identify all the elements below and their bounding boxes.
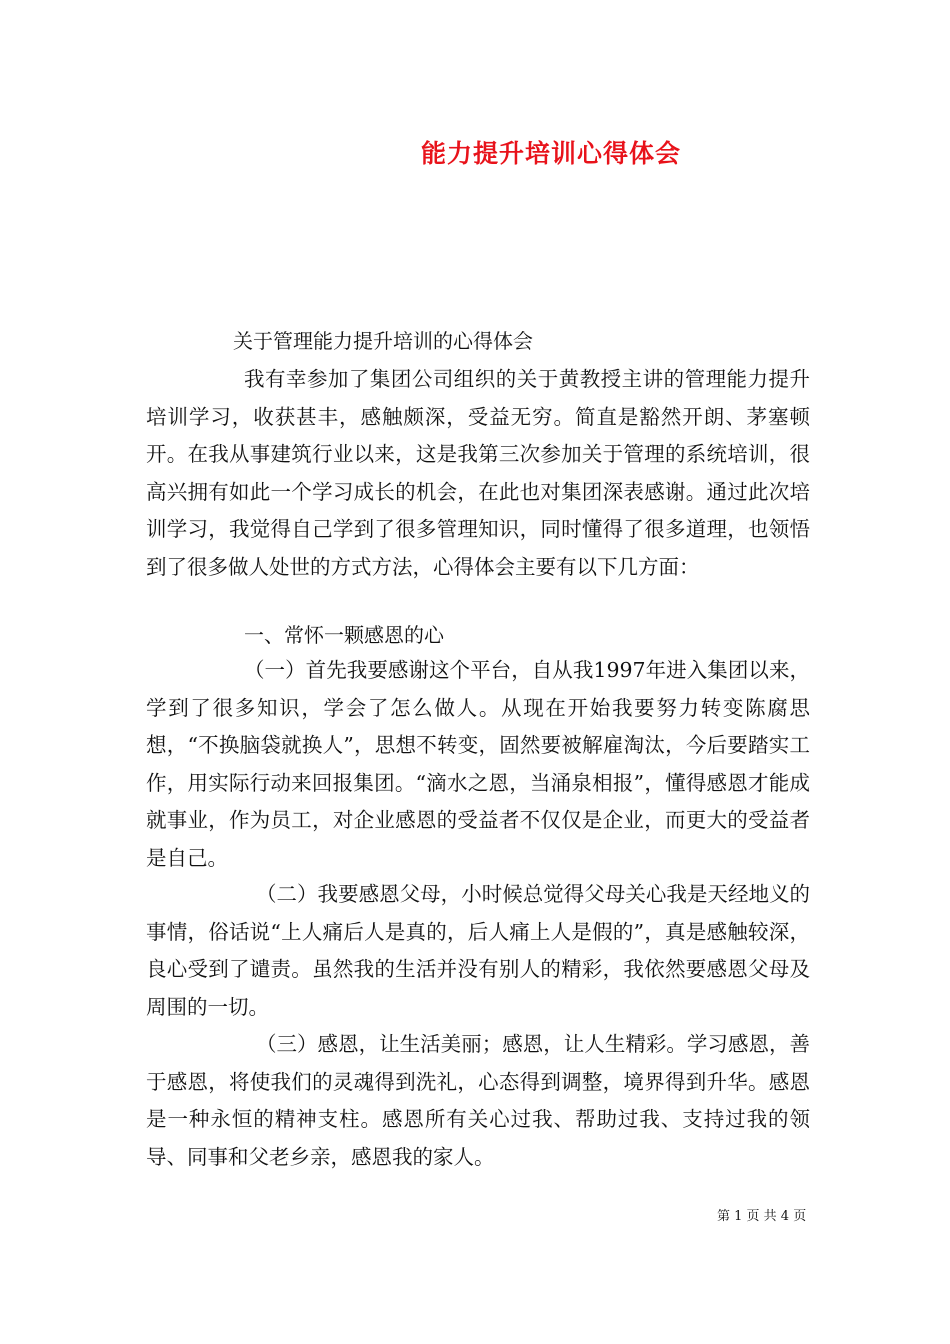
- document-title: 能力提升培训心得体会: [420, 139, 681, 168]
- document-subtitle: 关于管理能力提升培训的心得体会: [233, 329, 533, 353]
- paragraph-two: （二）我要感恩父母，小时候总觉得父母关心我是天经地义的事情，俗话说“上人痛后人是真的，后人痛上人是假的”，真是感触较深，良心受到了谴责。虽然我的生活并没有别人的精彩，我依然要感恩父母及周围的一切。: [146, 882, 810, 1019]
- section-heading: 一、常怀一颗感恩的心: [244, 623, 444, 647]
- paragraph-one: （一）首先我要感谢这个平台，自从我1997年进入集团以来，学到了很多知识，学会了怎么做人。从现在开始我要努力转变陈腐思想，“不换脑袋就换人”，思想不转变，固然要被解雇淘汰，今后要踏实工作，用实际行动来回报集团。“滴水之恩，当涌泉相报”，懂得感恩才能成就事业，作为员工，对企业感恩的受益者不仅仅是企业，而更大的受益者是自己。: [146, 658, 810, 870]
- paragraph-intro: 我有幸参加了集团公司组织的关于黄教授主讲的管理能力提升培训学习，收获甚丰，感触颇深，受益无穷。简直是豁然开朗、茅塞顿开。在我从事建筑行业以来，这是我第三次参加关于管理的系统培训，很高兴拥有如此一个学习成长的机会，在此也对集团深表感谢。通过此次培训学习，我觉得自己学到了很多管理知识，同时懂得了很多道理，也领悟到了很多做人处世的方式方法，心得体会主要有以下几方面：: [146, 367, 810, 579]
- paragraph-three: （三）感恩，让生活美丽；感恩，让人生精彩。学习感恩，善于感恩，将使我们的灵魂得到洗礼，心态得到调整，境界得到升华。感恩是一种永恒的精神支柱。感恩所有关心过我、帮助过我、支持过我的领导、同事和父老乡亲，感恩我的家人。: [146, 1032, 810, 1169]
- page-indicator: 第 1 页 共 4 页: [717, 1209, 807, 1224]
